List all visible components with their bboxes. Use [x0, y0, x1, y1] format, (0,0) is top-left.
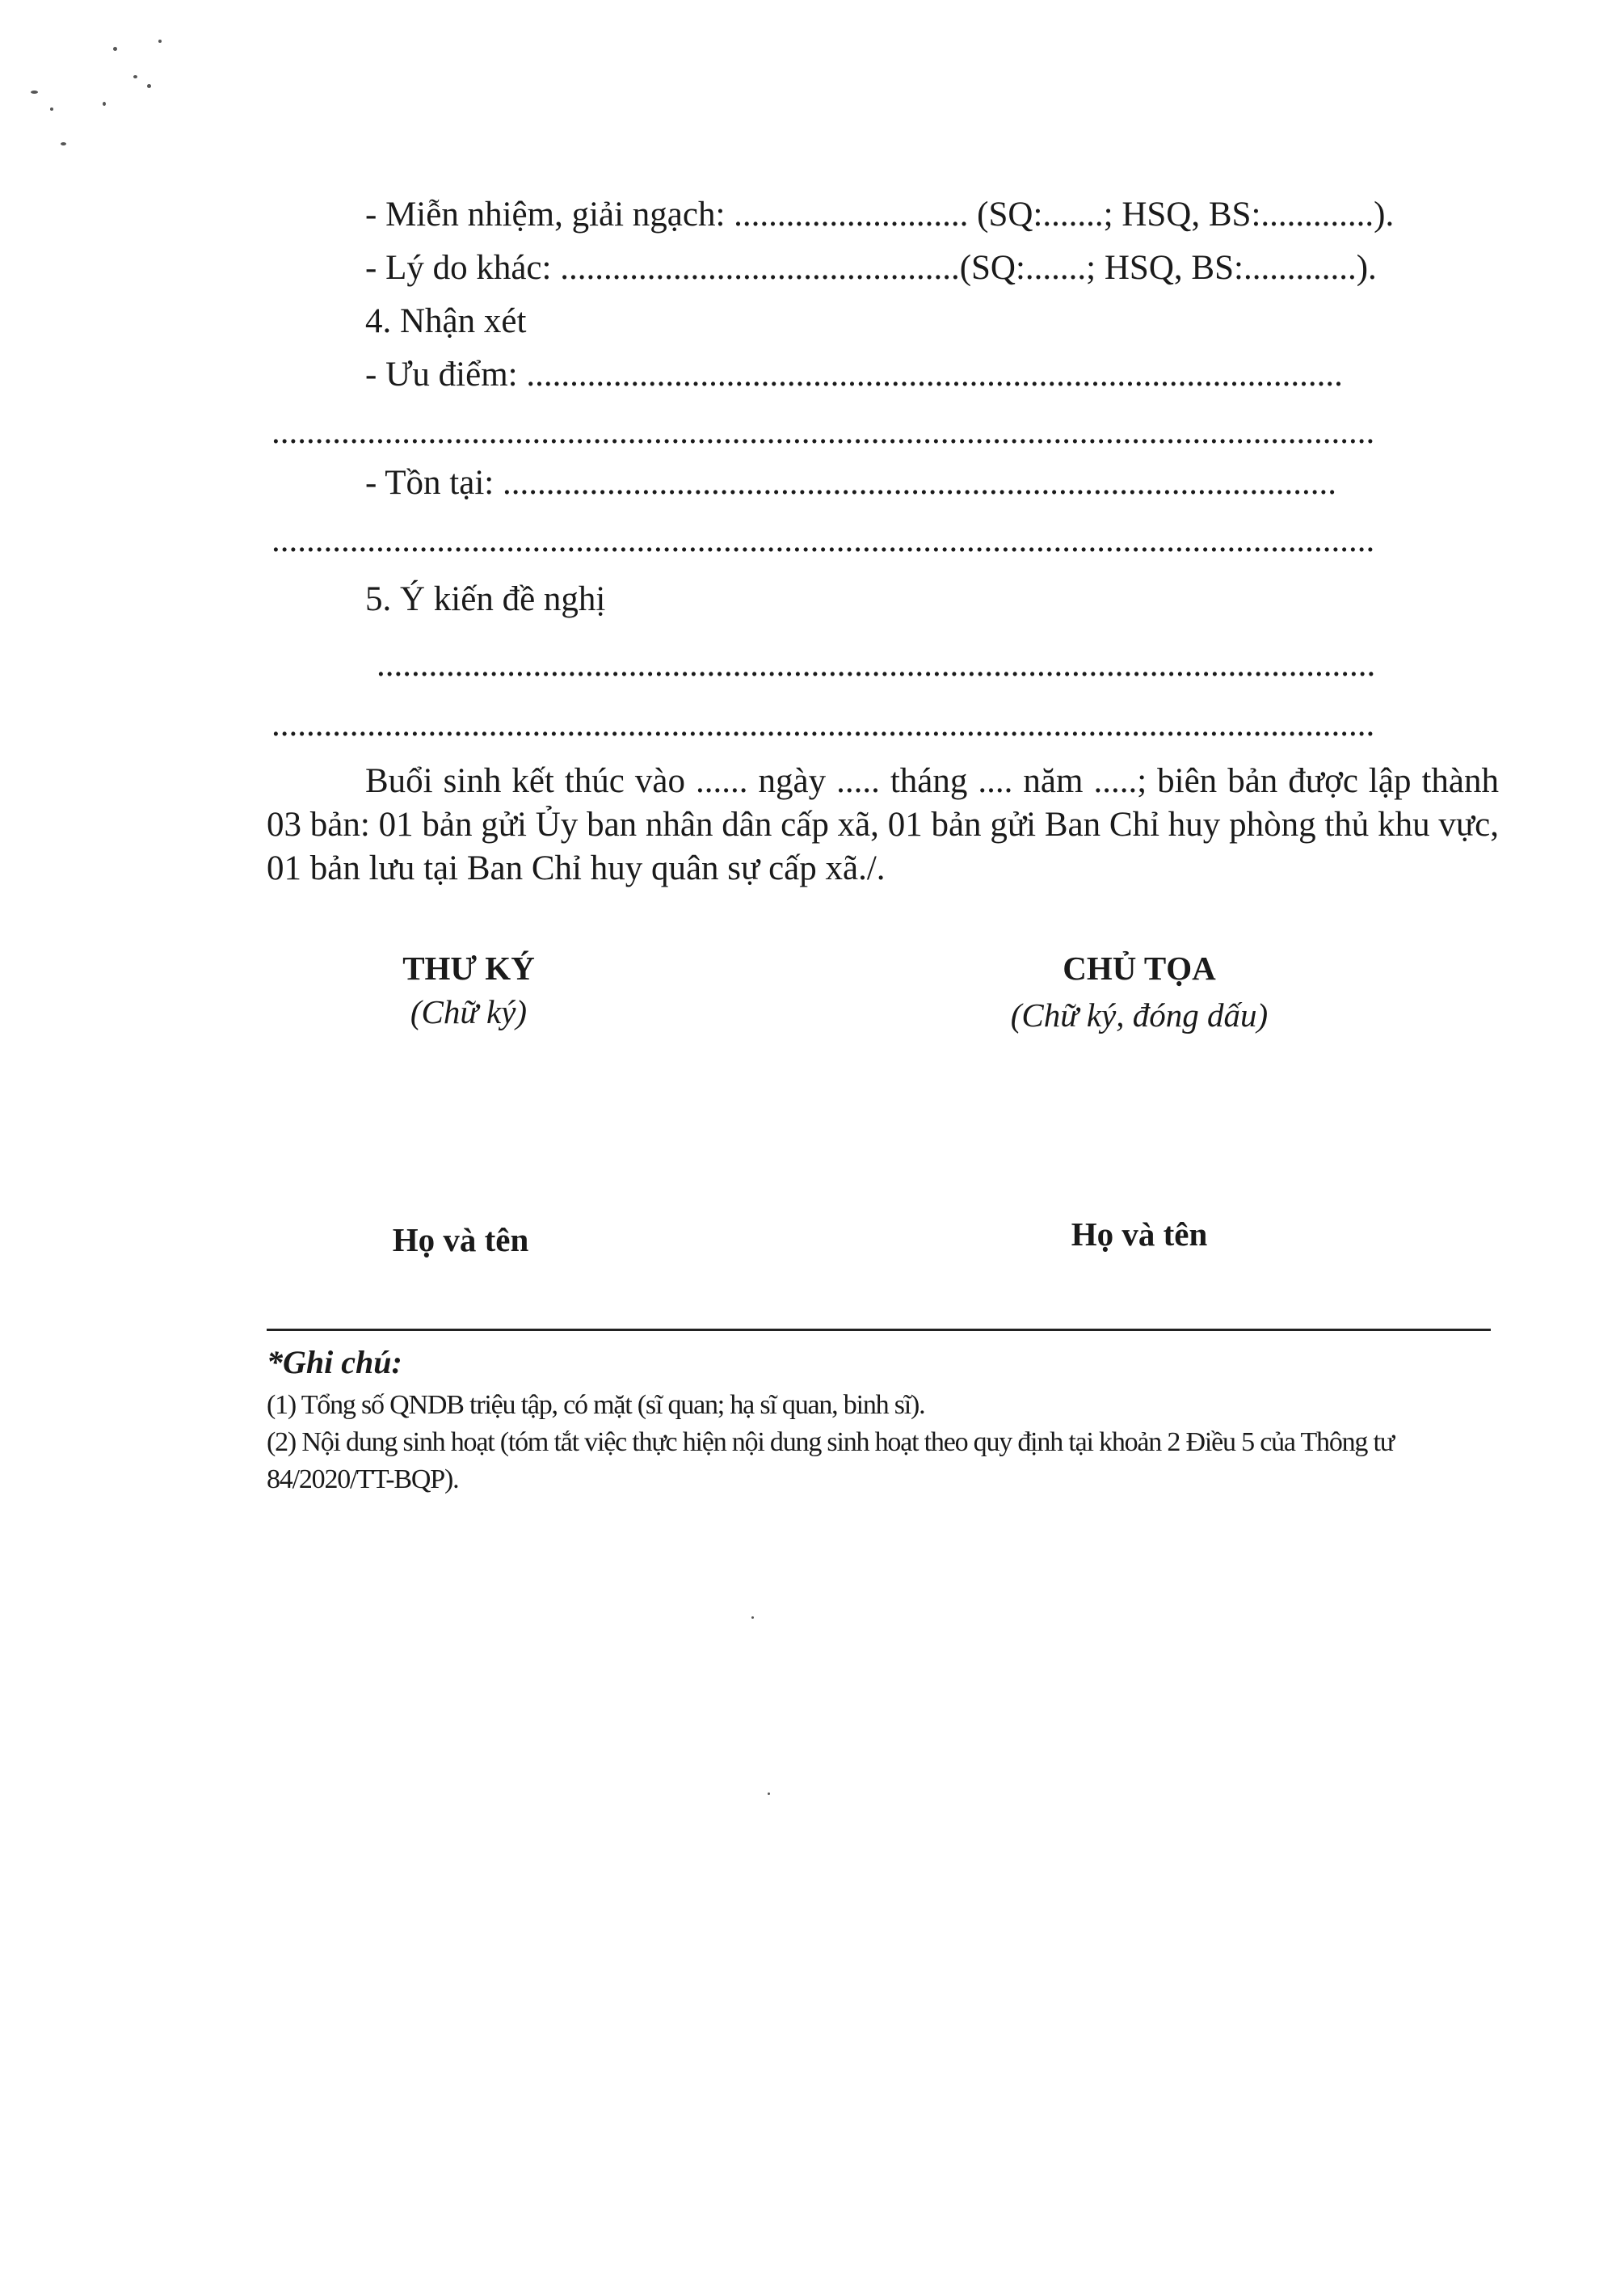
- footnote-divider: [267, 1329, 1491, 1331]
- uu-diem-continuation: ...............................................................................................................................: [271, 420, 1375, 444]
- scan-speck: [113, 47, 117, 51]
- chair-title: CHỦ TỌA: [1063, 950, 1216, 987]
- ton-tai-line: - Tồn tại: ................................................................................................: [365, 464, 1336, 502]
- note-2: (2) Nội dung sinh hoạt (tóm tắt việc thực hiện nội dung sinh hoạt theo quy định tại khoản 2 Điều 5 của Thông tư 84/2020/TT-BQP).: [267, 1427, 1395, 1494]
- scan-speck: [158, 40, 162, 43]
- ton-tai-continuation: ...............................................................................................................................: [271, 529, 1375, 553]
- scan-speck: [147, 84, 151, 88]
- scan-speck: [133, 75, 137, 78]
- section-4-title: 4. Nhận xét: [365, 302, 527, 340]
- secretary-title: THƯ KÝ: [402, 950, 535, 987]
- ly-do-khac-line: - Lý do khác: ..............................................(SQ:.......; HSQ, BS:.............).: [365, 249, 1377, 287]
- chair-name-label: Họ và tên: [1071, 1215, 1208, 1253]
- scan-speck: [103, 102, 106, 106]
- scan-speck: [31, 91, 38, 94]
- secretary-subtitle: (Chữ ký): [410, 993, 528, 1030]
- scan-speck: [50, 107, 53, 111]
- scan-speck: [768, 1793, 770, 1795]
- closing-paragraph: Buổi sinh kết thúc vào ...... ngày ..... tháng .... năm .....; biên bản được lập thành 03 bản: 01 bản gửi Ủy ban nhân dân cấp xã, 01 bản gửi Ban Chỉ huy phòng thủ khu vực, 01 bản lưu tại Ban Chỉ huy quân sự cấp xã./.: [267, 762, 1499, 887]
- notes-heading: *Ghi chú:: [267, 1344, 402, 1380]
- y-kien-line-2: ...............................................................................................................................: [271, 713, 1375, 737]
- chair-subtitle: (Chữ ký, đóng dấu): [1010, 996, 1269, 1034]
- section-5-title: 5. Ý kiến đề nghị: [365, 580, 606, 618]
- note-1: (1) Tổng số QNDB triệu tập, có mặt (sĩ quan; hạ sĩ quan, binh sĩ).: [267, 1390, 925, 1420]
- scan-speck: [61, 142, 66, 145]
- y-kien-line-1: ...................................................................................................................: [377, 653, 1376, 677]
- uu-diem-line: - Ưu điểm: ..............................................................................................: [365, 356, 1343, 394]
- secretary-name-label: Họ và tên: [392, 1221, 529, 1258]
- mien-nhiem-line: - Miễn nhiệm, giải ngạch: ........................... (SQ:.......; HSQ, BS:.............).: [365, 196, 1395, 234]
- scan-speck: [751, 1616, 754, 1619]
